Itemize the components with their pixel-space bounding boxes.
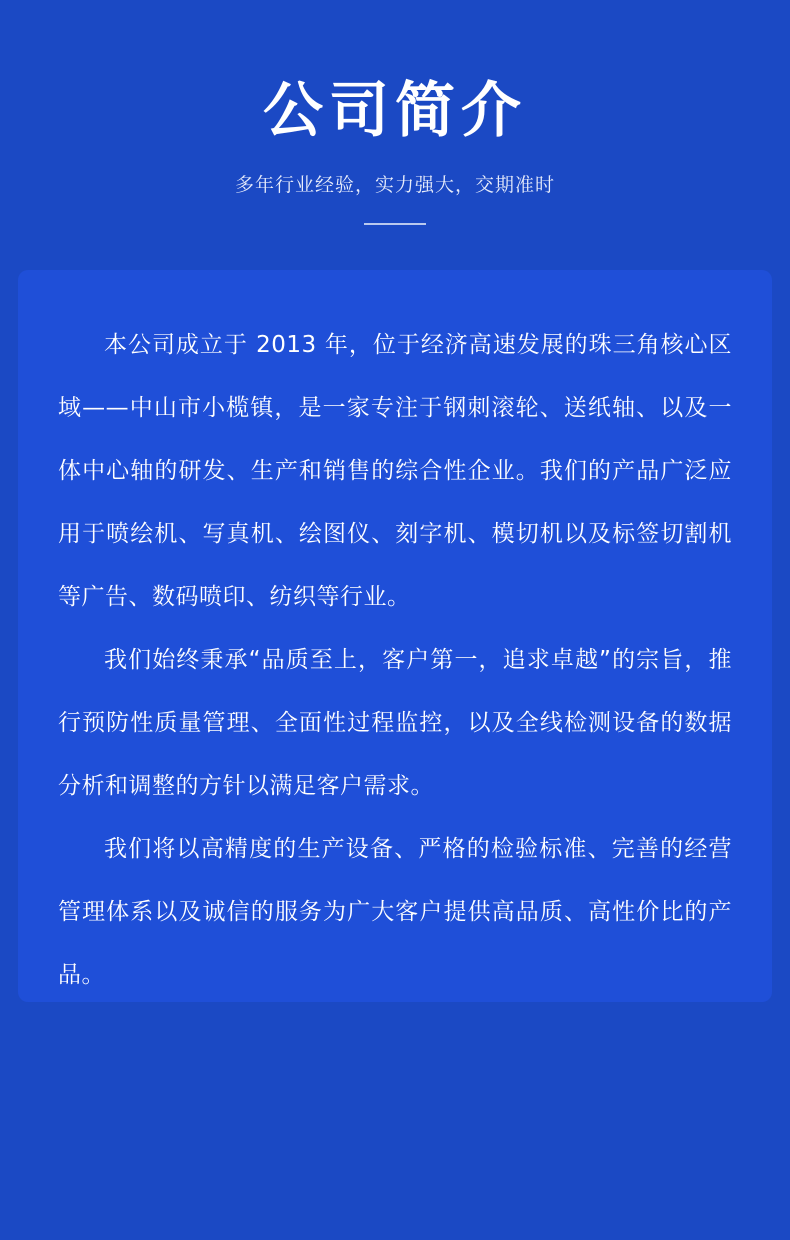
page-header xyxy=(0,0,790,225)
intro-paragraph-1: 本公司成立于 2013 年，位于经济高速发展的珠三角核心区域——中山市小榄镇，是一家专注于钢刺滚轮、送纸轴、以及一体中心轴的研发、生产和销售的综合性企业。我们的产品广泛应用于喷绘机、写真机、绘图仪、刻字机、模切机以及标签切割机等广告、数码喷印、纺织等行业。 xyxy=(58,332,732,610)
page-title: 公司简介 xyxy=(263,76,527,146)
page-subtitle: 多年行业经验，实力强大，交期准时 xyxy=(234,174,555,196)
footer-spacer xyxy=(0,1002,790,1240)
intro-paragraph-2: 我们始终秉承“品质至上，客户第一，追求卓越”的宗旨，推行预防性质量管理、全面性过程监控，以及全线检测设备的数据分析和调整的方针以满足客户需求。 xyxy=(58,647,732,799)
intro-paragraph-3: 我们将以高精度的生产设备、严格的检验标准、完善的经营管理体系以及诚信的服务为广大客户提供高品质、高性价比的产品。 xyxy=(58,836,732,988)
company-intro-card xyxy=(18,270,772,1002)
divider-line xyxy=(364,223,426,225)
